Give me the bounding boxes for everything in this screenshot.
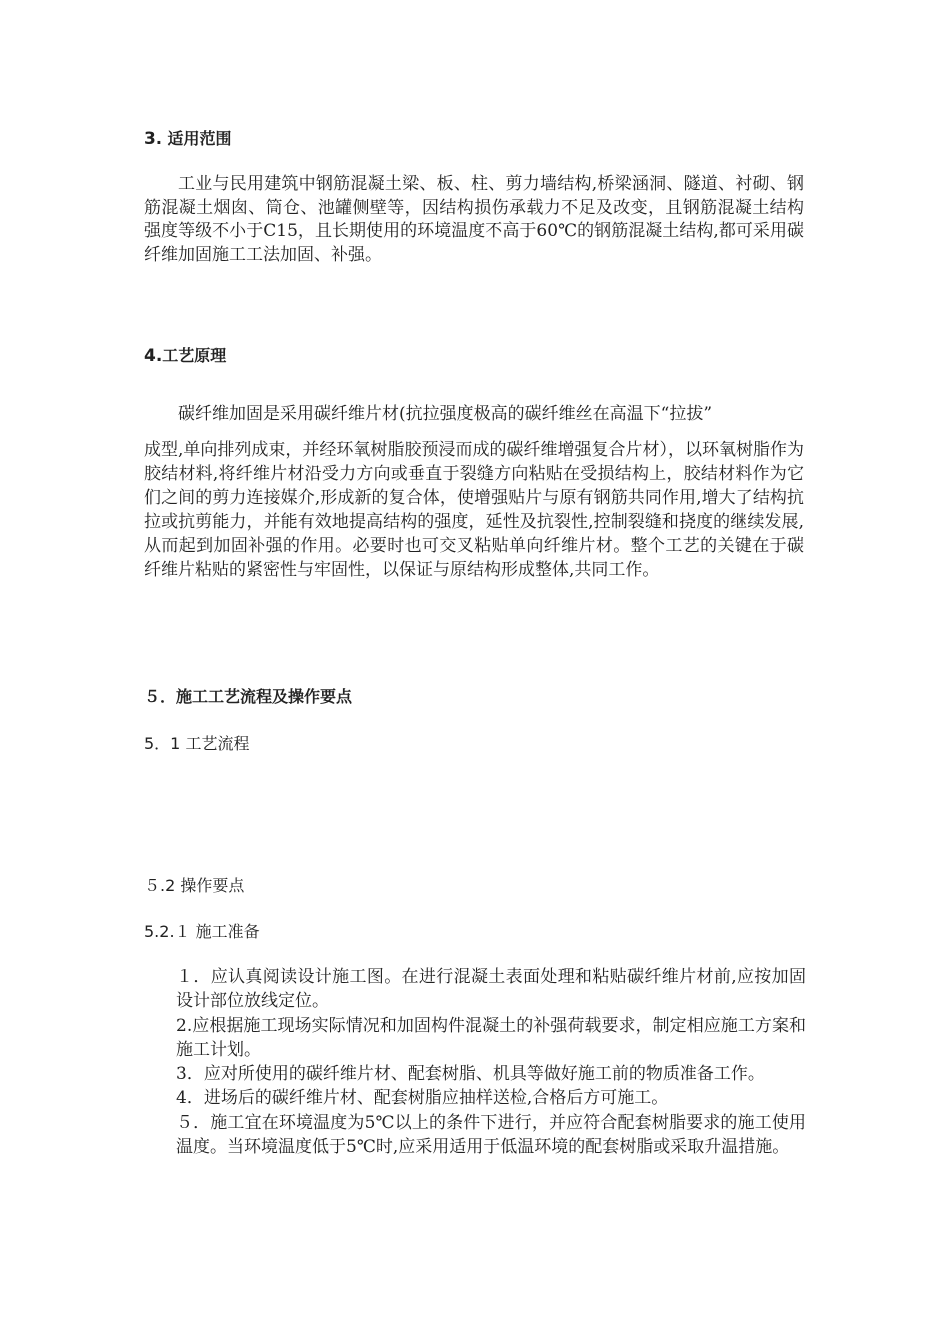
preparation-list — [176, 965, 806, 1159]
subsection-5-2: ５.2 操作要点 — [144, 876, 245, 895]
section-4-title: 工艺原理 — [162, 346, 227, 365]
list-item: １．应认真阅读设计施工图。在进行混凝土表面处理和粘贴碳纤维片材前,应按加固设计部位放线定位。 — [176, 967, 806, 1012]
list-item: 4．进场后的碳纤维片材、配套树脂应抽样送检,合格后方可施工。 — [176, 1088, 669, 1109]
subsection-5-1: 5．1 工艺流程 — [144, 734, 250, 753]
list-item: 3．应对所使用的碳纤维片材、配套树脂、机具等做好施工前的物质准备工作。 — [176, 1064, 765, 1085]
section-3-title: . 适用范围 — [155, 129, 232, 148]
section-4-number: 4. — [144, 346, 163, 366]
section-4-body-line1: 碳纤维加固是采用碳纤维片材(抗拉强度极高的碳纤维丝在高温下“拉拔” — [178, 404, 713, 424]
list-item: 2.应根据施工现场实际情况和加固构件混凝土的补强荷载要求，制定相应施工方案和施工计划。 — [176, 1015, 806, 1060]
section-3-body: 工业与民用建筑中钢筋混凝土梁、板、柱、剪力墙结构,桥梁涵洞、隧道、衬砌、钢筋混凝土烟囱、筒仓、池罐侧壁等，因结构损伤承载力不足及改变，且钢筋混凝土结构强度等级不小于C15，且长期使用的环境温度不高于60℃的钢筋混凝土结构,都可采用碳纤维加固施工工法加固、补强。 — [144, 174, 804, 265]
section-3-heading — [144, 126, 232, 149]
section-5-heading: ５．施工工艺流程及操作要点 — [144, 687, 353, 706]
subsection-5-2-1: 5.2.１ 施工准备 — [144, 922, 260, 941]
section-4-body: 成型,单向排列成束，并经环氧树脂胶预浸而成的碳纤维增强复合片材），以环氧树脂作为胶结材料,将纤维片材沿受力方向或垂直于裂缝方向粘贴在受损结构上，胶结材料作为它们之间的剪力连接媒介,形成新的复合体，使增强贴片与原有钢筋共同作用,增大了结构抗拉或抗剪能力，并能有效地提高结构的强度，延性及抗裂性,控制裂缝和挠度的继续发展,从而起到加固补强的作用。必要时也可交叉粘贴单向纤维片材。整个工艺的关键在于碳纤维片粘贴的紧密性与牢固性，以保证与原结构形成整体,共同工作。 — [144, 440, 804, 580]
section-3-number: 3 — [144, 129, 156, 149]
section-4-heading — [144, 343, 226, 366]
list-item: ５．施工宜在环境温度为5℃以上的条件下进行，并应符合配套树脂要求的施工使用温度。当环境温度低于5℃时,应采用适用于低温环境的配套树脂或采取升温措施。 — [176, 1112, 806, 1158]
